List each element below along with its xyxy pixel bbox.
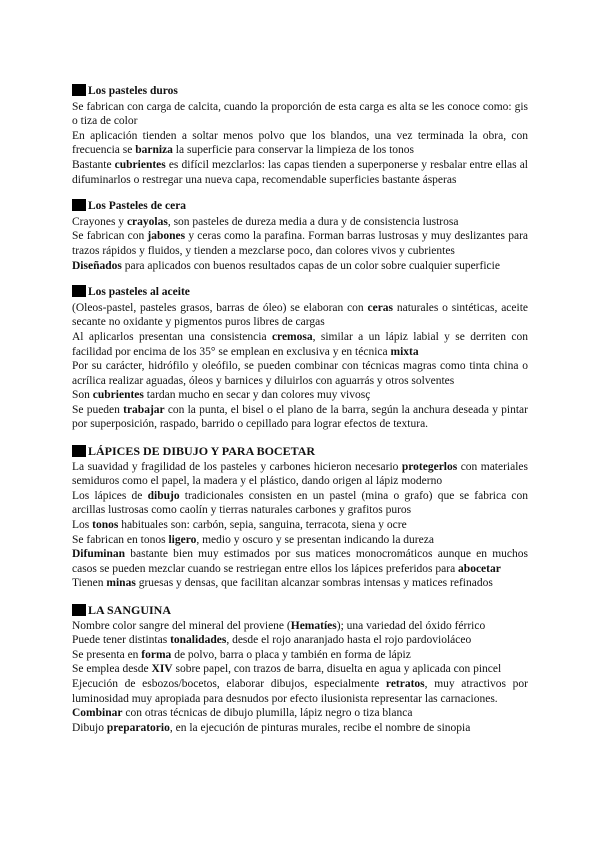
- section-title: Los pasteles al aceite: [88, 286, 190, 299]
- bold-term: preparatorio: [106, 721, 170, 734]
- heading-marker: [72, 199, 86, 211]
- text-run: con otras técnicas de dibujo plumilla, lápiz negro o tiza blanca: [122, 707, 413, 720]
- text-run: de polvo, barra o placa y también en forma de lápiz: [171, 648, 411, 661]
- text-run: Se fabrican en tonos: [72, 533, 169, 546]
- bold-term: cremosa: [271, 330, 313, 343]
- bold-term: tonalidades: [170, 634, 227, 647]
- text-run: tardan mucho en secar y dan colores muy vivosç: [143, 389, 371, 402]
- section-heading: [72, 199, 528, 214]
- document-page: [72, 84, 528, 747]
- paragraph: [72, 518, 528, 533]
- bold-term: dibujo: [147, 489, 180, 502]
- text-run: Crayones y: [72, 215, 127, 228]
- bold-term: retratos: [385, 677, 425, 690]
- text-run: Son: [72, 389, 93, 402]
- text-run: La suavidad y fragilidad de los pasteles y carbones hicieron necesario: [72, 460, 402, 473]
- section-heading: [72, 84, 528, 99]
- bold-term: cubrientes: [114, 158, 166, 171]
- text-run: Ejecución de esbozos/bocetos, elaborar dibujos, especialmente: [72, 677, 386, 690]
- text-run: la superficie para conservar la limpieza de los tonos: [172, 144, 415, 157]
- section-title: Los Pasteles de cera: [88, 200, 187, 213]
- text-run: Bastante: [72, 158, 115, 171]
- text-run: Se fabrican con: [72, 230, 148, 243]
- text-run: Se emplea desde: [72, 663, 152, 676]
- bold-term: forma: [141, 648, 172, 661]
- paragraph: [72, 648, 528, 663]
- section-heading: [72, 603, 528, 618]
- bold-term: mixta: [390, 345, 419, 358]
- section: [72, 603, 528, 735]
- bold-term: barniza: [135, 144, 173, 157]
- paragraph: [72, 619, 528, 634]
- text-run: , medio y oscuro y se presentan indicando la dureza: [196, 533, 434, 546]
- bold-term: protegerlos: [401, 460, 458, 473]
- section: [72, 444, 528, 591]
- paragraph: [72, 721, 528, 736]
- bold-term: XIV: [151, 663, 173, 676]
- paragraph: [72, 533, 528, 548]
- heading-marker: [72, 285, 86, 297]
- bold-term: cubrientes: [92, 389, 144, 402]
- paragraph: [72, 489, 528, 518]
- bold-term: tonos: [92, 519, 119, 532]
- text-run: , son pasteles de dureza media a dura y de consistencia lustrosa: [167, 215, 459, 228]
- section: [72, 84, 528, 187]
- text-run: , similar a un lápiz labial y se derriten con facilidad por encima de los 35° se emplean en exclusiva y en técnica: [72, 330, 528, 358]
- text-run: bastante bien muy estimados por sus matices monocromáticos aunque en muchos casos se pueden mezclar cuando se restriegan entre ellos los lápices preferidos para: [72, 548, 528, 575]
- text-run: Se presenta en: [72, 648, 142, 661]
- paragraph: [72, 301, 528, 330]
- heading-marker: [72, 84, 86, 96]
- bold-term: Difuminan: [72, 548, 126, 561]
- text-run: habituales son: carbón, sepia, sanguina, terracota, siena y ocre: [118, 519, 407, 532]
- paragraph: [72, 158, 528, 187]
- paragraph: [72, 547, 528, 576]
- paragraph: [72, 229, 528, 258]
- bold-term: crayolas: [126, 215, 168, 228]
- paragraph: [72, 662, 528, 677]
- text-run: gruesas y densas, que facilitan alcanzar sombras intensas y matices refinados: [135, 577, 493, 590]
- text-run: (Oleos-pastel, pasteles grasos, barras de óleo) se elaboran con: [72, 301, 368, 314]
- paragraph: [72, 129, 528, 158]
- paragraph: [72, 259, 528, 274]
- section-heading: [72, 444, 528, 459]
- text-run: tradicionales consisten en un pastel (mina o grafo) que se fabrica con arcillas lustrosas como caolín y tierras naturales carbones y grafitos puros: [72, 489, 528, 517]
- text-run: sobre papel, con trazos de barra, disuelta en agua y aplicada con pincel: [172, 663, 502, 676]
- section: [72, 285, 528, 432]
- text-run: Al aplicarlos presentan una consistencia: [72, 330, 272, 343]
- text-run: Nombre color sangre del mineral del proviene (: [72, 619, 291, 632]
- paragraph: [72, 403, 528, 432]
- heading-marker: [72, 604, 86, 616]
- paragraph: [72, 706, 528, 721]
- text-run: es difícil mezclarlos: las capas tienden a superponerse y resbalar entre ellas al difuminarlos o restregar una nueva capa, recomendable superficies bastante ásperas: [72, 158, 528, 186]
- bold-term: ceras: [367, 301, 394, 314]
- section-title: LA SANGUINA: [88, 603, 172, 617]
- text-run: , muy atractivos por luminosidad muy apropiada para desnudos por efecto ilusionista representar las carnaciones.: [72, 677, 528, 705]
- paragraph: [72, 677, 528, 706]
- bold-term: Hematíes: [290, 619, 337, 632]
- text-run: para aplicados con buenos resultados capas de un color sobre cualquier superficie: [121, 259, 500, 272]
- bold-term: Combinar: [72, 707, 123, 720]
- text-run: Por su carácter, hidrófilo y oleófilo, se pueden combinar con técnicas magras como tinta china o acrílica realizar aguadas, óleos y barnices y diluirlos con aguarrás y otros solventes: [72, 360, 528, 387]
- bold-term: minas: [106, 577, 136, 590]
- heading-marker: [72, 445, 86, 457]
- bold-term: abocetar: [458, 562, 501, 575]
- text-run: Los: [72, 519, 93, 532]
- paragraph: [72, 633, 528, 648]
- bold-term: jabones: [147, 230, 186, 243]
- text-run: Puede tener distintas: [72, 634, 171, 647]
- text-run: y ceras como la parafina. Forman barras lustrosas y muy deslizantes para trazos rápidos y fluidos, y tienden a mezclarse poco, dan colores vivos y cubrientes: [72, 230, 528, 257]
- paragraph: [72, 460, 528, 489]
- text-run: Los lápices de: [72, 489, 148, 502]
- paragraph: [72, 359, 528, 388]
- bold-term: ligero: [168, 533, 197, 546]
- text-run: ); una variedad del óxido férrico: [336, 619, 486, 632]
- text-run: , desde el rojo anaranjado hasta el rojo pardovioláceo: [226, 634, 472, 647]
- text-run: naturales o sintéticas, aceite secante no oxidante y pigmentos puros libres de cargas: [72, 301, 529, 329]
- text-run: Se fabrican con carga de calcita, cuando la proporción de esta carga es alta se les conoce como: gis o tiza de color: [72, 100, 528, 128]
- text-run: con la punta, el bisel o el plano de la barra, según la anchura deseada y pintar por superposición, raspado, barrido o cepillado para lograr efectos de textura.: [72, 403, 528, 431]
- paragraph: [72, 100, 528, 129]
- paragraph: [72, 215, 528, 230]
- section-heading: [72, 285, 528, 300]
- text-run: Se pueden: [72, 403, 124, 416]
- text-run: En aplicación tienden a soltar menos polvo que los blandos, una vez terminada la obra, con frecuencia se: [72, 129, 528, 157]
- paragraph: [72, 388, 528, 403]
- text-run: Dibujo: [72, 721, 107, 734]
- bold-term: Diseñados: [72, 259, 122, 272]
- bold-term: trabajar: [123, 403, 165, 416]
- section: [72, 199, 528, 273]
- section-title: LÁPICES DE DIBUJO Y PARA BOCETAR: [88, 444, 316, 459]
- text-run: Tienen: [72, 577, 107, 590]
- paragraph: [72, 576, 528, 591]
- text-run: , en la ejecución de pinturas murales, recibe el nombre de sinopia: [169, 721, 471, 734]
- text-run: con materiales semiduros como el papel, la madera y el plástico, dando origen al lápiz moderno: [72, 460, 529, 488]
- section-title: Los pasteles duros: [88, 85, 178, 97]
- paragraph: [72, 330, 528, 359]
